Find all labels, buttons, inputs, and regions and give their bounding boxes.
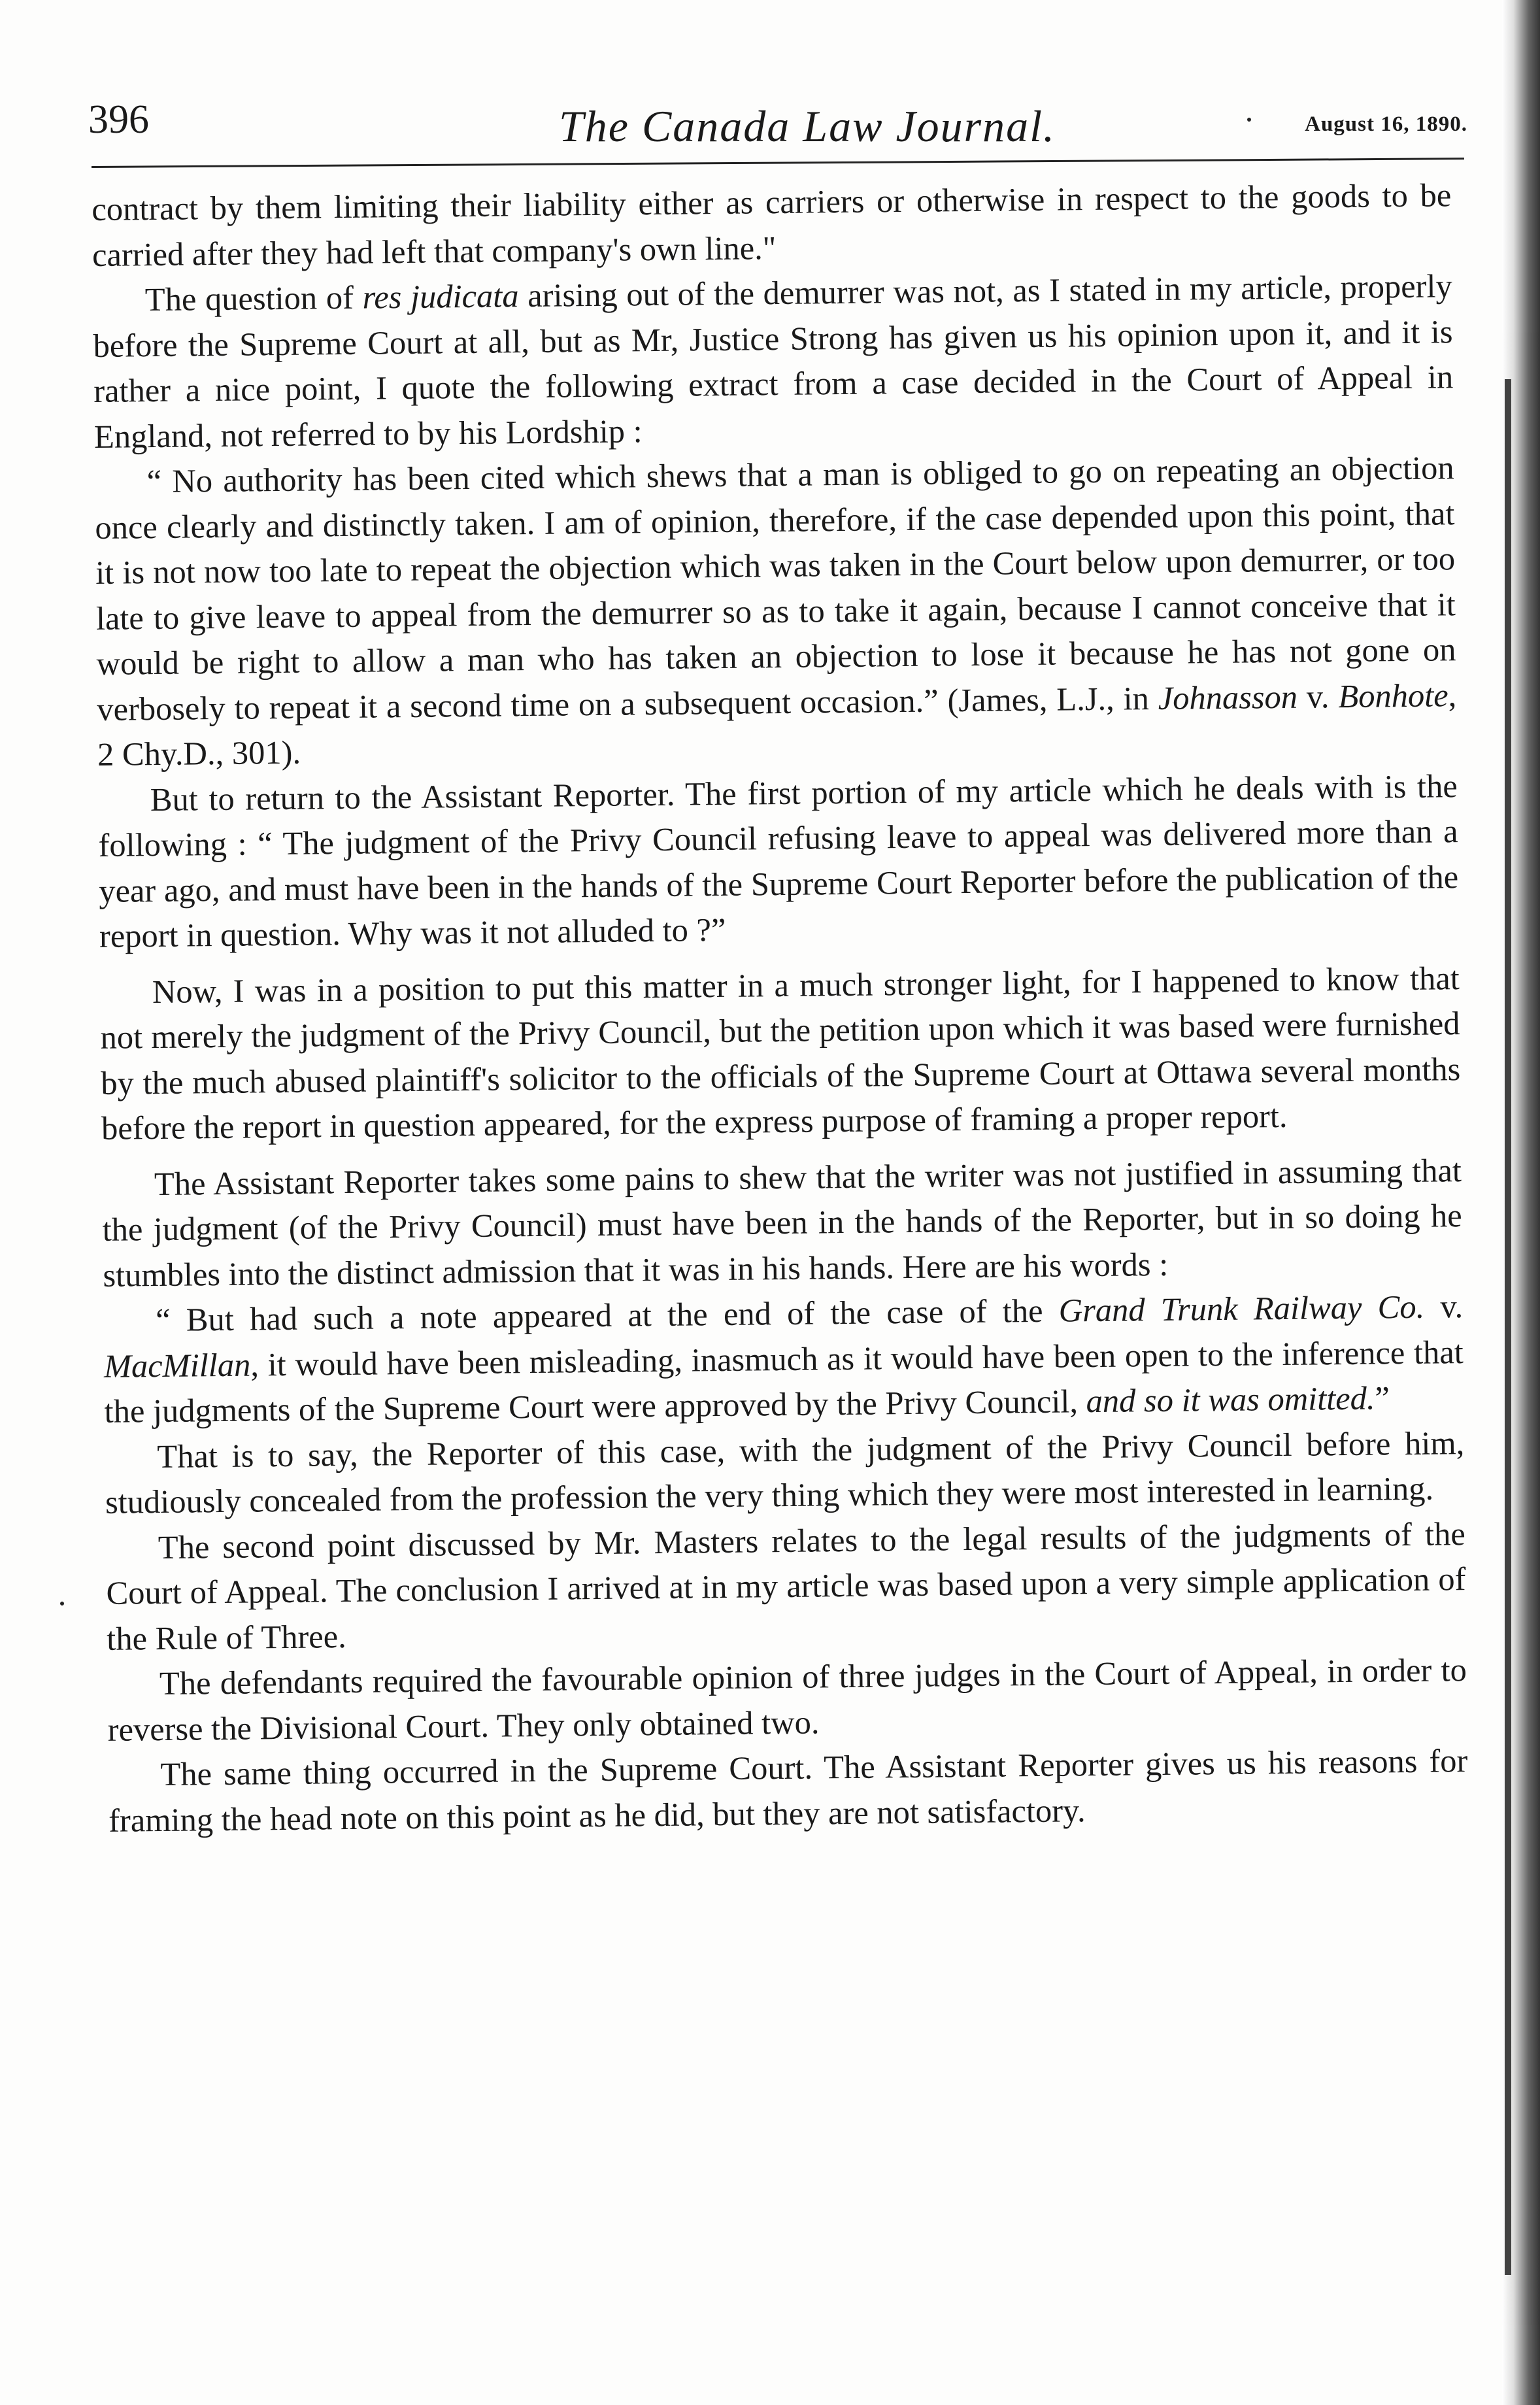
text-run: arising out of the demurrer was not, as I stated in my article, properly before the Supreme Court at all, but as Mr, Justice Strong has given us his opinion upon it, and it is rather a nice point, I quote the following extract from a case decided in the Court of Appeal in England, not referred to by his Lordship : [93,267,1454,455]
page-edge-shadow [1502,0,1540,2405]
paragraph-assistant-reporter: But to return to the Assistant Reporter. The first portion of my article which he deals with is the following : “ The judgment of the Privy Council refusing leave to appeal was delivered more than a year ago, and must have been in the hands of the Supreme Court Reporter before the publication of the report in question. Why was it not alluded to ?” [98,767,1459,954]
case-name: Bonhote [1338,676,1448,715]
italic-term: res judicata [362,277,519,316]
scan-speck [60,1602,64,1606]
italic-phrase: and so it was omitted. [1086,1379,1375,1420]
text-run: “ No authority has been cited which shews that a man is obliged to go on repeating an objection once clearly and distinctly taken. I am of opinion, therefore, if the case depended upon this point, that it is not now too late to repeat the objection which was taken in the Court below upon demurrer, or too late to give leave to appeal from the demurrer so as to take it again, because I cannot conceive that it would be right to allow a man who has taken an objection to lose it because he has not gone on verbosely to repeat it a second time on a subsequent occasion.” (James, L.J., in [95,449,1456,728]
paragraph-res-judicata [92,263,1454,460]
paragraph-same-thing: The same thing occurred in the Supreme Court. The Assistant Reporter gives us his reasons for framing the head note on this point as he did, but they are not satisfactory. [108,1742,1468,1839]
case-name: MacMillan [103,1346,251,1385]
quotation-reporter-words [103,1284,1464,1434]
issue-date: August 16, 1890. [1305,112,1467,136]
page-edge-line [1505,379,1511,2275]
text-run: “ But had such a note appeared at the end of the case of the [155,1292,1059,1339]
text-run: , it would have been misleading, inasmuch as it would have been open to the inference that the judgments of the Supreme Court were approved by the Privy Council, [104,1333,1464,1430]
page-number: 396 [88,97,149,142]
running-header [88,92,1467,163]
text-run: v. [1297,677,1339,715]
journal-title: The Canada Law Journal. [558,101,1056,151]
paragraph-continuation: contract by them limiting their liability either as carriers or otherwise in respect to the goods to be carried after they had left that company's own line." [92,177,1452,273]
paragraph-that-is-to-say: That is to say, the Reporter of this case, with the judgment of the Privy Council before him, studiously concealed from the profession the very thing which they were most interested in learning. [105,1424,1465,1521]
scan-speck [1247,118,1251,122]
paragraph-defendants: The defendants required the favourable opinion of three judges in the Court of Appeal, in order to reverse the Divisional Court. They only obtained two. [107,1651,1467,1748]
paragraph-second-point: The second point discussed by Mr. Masters relates to the legal results of the judgments of the Court of Appeal. The conclusion I arrived at in my article was based upon a very simple application of the Rule of Three. [106,1515,1466,1657]
paragraph-stronger-light: Now, I was in a position to put this matter in a much stronger light, for I happened to know that not merely the judgment of the Privy Council, but the petition upon which it was based were furnished by the much abused plaintiff's solicitor to the officials of the Supreme Court at Ottawa several months before the report in question appeared, for the express purpose of framing a proper report. [100,959,1461,1147]
quotation-james-lj [94,445,1457,777]
text-run: The question of [144,278,363,318]
text-run: v. [1424,1288,1464,1325]
case-name: Grand Trunk Railway Co. [1058,1288,1425,1329]
paragraph-shew-writer: The Assistant Reporter takes some pains to shew that the writer was not justified in assuming that the judgment (of the Privy Council) must have been in the hands of the Reporter, but in so doing he stumbles into the distinct admission that it was in his hands. Here are his words : [102,1151,1462,1294]
text-run: ” [1375,1379,1390,1417]
case-name: Johnasson [1158,678,1298,716]
text-run: , 2 Chy.D., 301). [97,676,1457,773]
article-body [92,173,1468,1843]
